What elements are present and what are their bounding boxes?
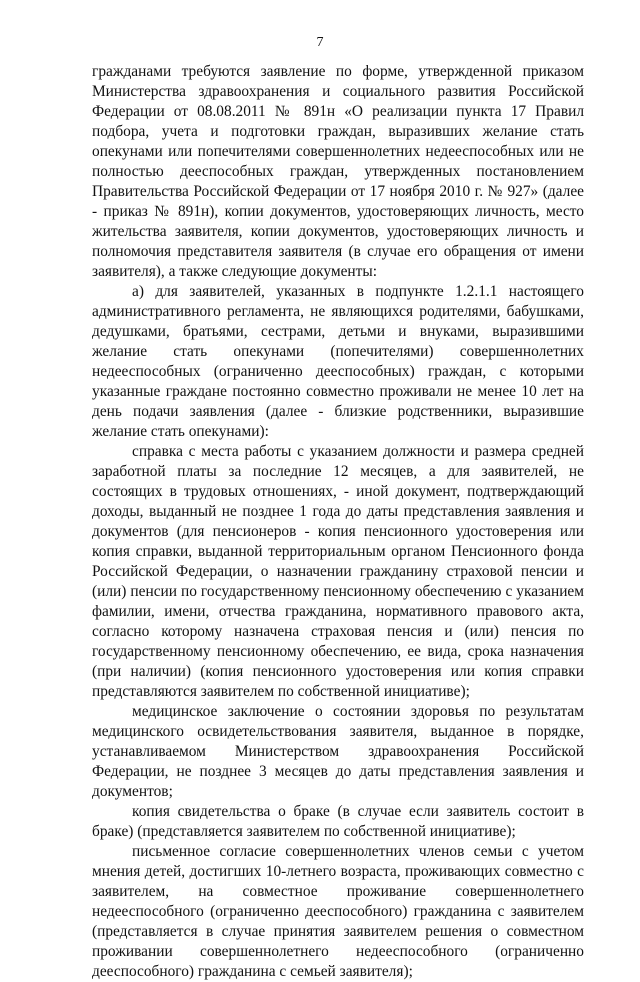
- page-number: 7: [316, 35, 324, 50]
- paragraph-intro: гражданами требуются заявление по форме, утвержденной приказом Министерства здравоохранения и социального развития Российской Федерации от 08.08.2011 № 891н «О реализации пункта 17 Правил подбора, учета и подготовки граждан, выразивших желание стать опекунами или попечителями совершеннолетних недееспособных или не полностью дееспособных граждан, утвержденных постановлением Правительства Российской Федерации от 17 ноября 2010 г. № 927» (далее - приказ № 891н), копии документов, удостоверяющих личность, место жительства заявителя, копии документов, удостоверяющих личность и полномочия представителя заявителя (в случае его обращения от имени заявителя), а также следующие документы:: [92, 63, 584, 280]
- paragraph-income-certificate: справка с места работы с указанием должности и размера средней заработной платы за последние 12 месяцев, а для заявителей, не состоящих в трудовых отношениях, - иной документ, подтверждающий доходы, выданный не позднее 1 года до даты представления заявления и документов (для пенсионеров - копия пенсионного удостоверения или копия справки, выданной территориальным органом Пенсионного фонда Российской Федерации, о назначении гражданину страховой пенсии и (или) пенсии по государственному пенсионному обеспечению с указанием фамилии, имени, отчества гражданина, нормативного правового акта, согласно которому назначена страховая пенсия и (или) пенсия по государственному пенсионному обеспечению, ее вида, срока назначения (при наличии) (копия пенсионного удостоверения или копия справки представляются заявителем по собственной инициативе);: [92, 443, 584, 700]
- paragraph-marriage-certificate: копия свидетельства о браке (в случае если заявитель состоит в браке) (представляется заявителем по собственной инициативе);: [92, 803, 584, 840]
- body-text: [92, 62, 584, 982]
- paragraph-family-consent: письменное согласие совершеннолетних членов семьи с учетом мнения детей, достигших 10-летнего возраста, проживающих совместно с заявителем, на совместное проживание совершеннолетнего недееспособного (ограниченно дееспособного) гражданина с заявителем (представляется в случае принятия заявителем решения о совместном проживании совершеннолетнего недееспособного (ограниченно дееспособного) гражданина с семьей заявителя);: [92, 843, 584, 980]
- paragraph-item-a: а) для заявителей, указанных в подпункте 1.2.1.1 настоящего административного регламента, не являющихся родителями, бабушками, дедушками, братьями, сестрами, детьми и внуками, выразившими желание стать опекунами (попечителями) совершеннолетних недееспособных (ограниченно дееспособных) граждан, с которыми указанные граждане постоянно совместно проживали не менее 10 лет на день подачи заявления (далее - близкие родственники, выразившие желание стать опекунами):: [92, 283, 584, 440]
- paragraph-medical-report: медицинское заключение о состоянии здоровья по результатам медицинского освидетельствования заявителя, выданное в порядке, устанавливаемом Министерством здравоохранения Российской Федерации, не позднее 3 месяцев до даты представления заявления и документов;: [92, 703, 584, 800]
